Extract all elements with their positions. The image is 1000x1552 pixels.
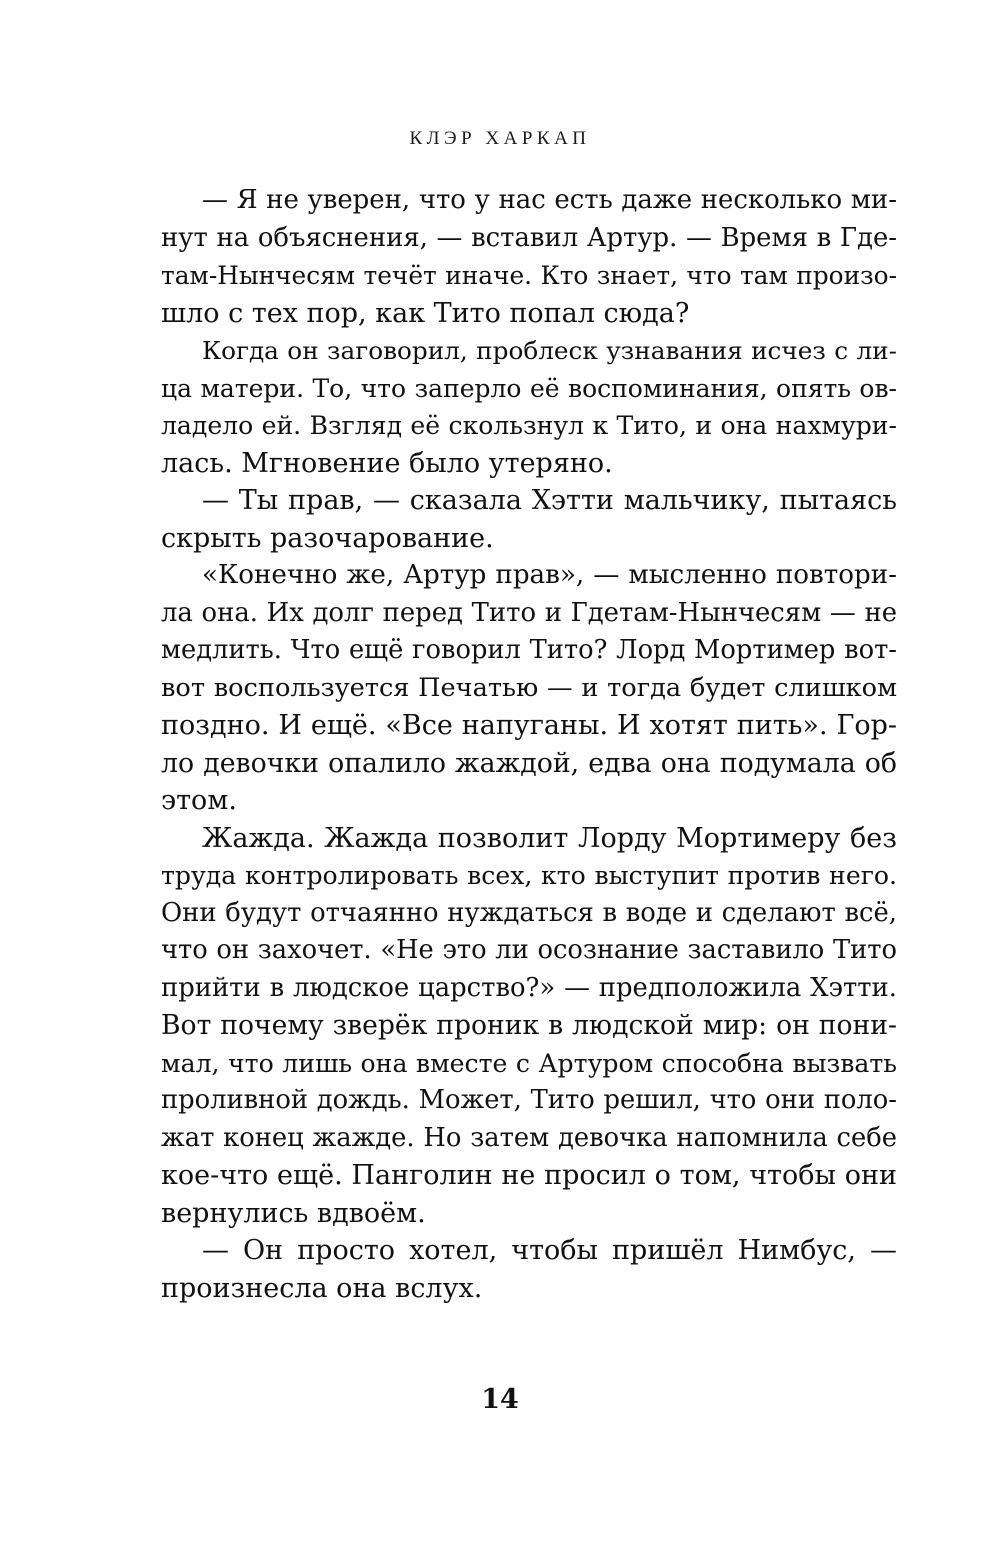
text-line: — Ты прав, — сказала Хэтти мальчику, пытаясь (202, 485, 897, 516)
page-number: 14 (481, 1384, 519, 1415)
text-line: вот воспользуется Печатью — и тогда будет слишком (161, 672, 897, 703)
text-line: вернулись вдвоём. (161, 1197, 426, 1229)
text-line: ла она. Их долг перед Тито и Гдетам-Нынчесям — не (161, 597, 897, 628)
text-line: прийти в людское царство?» — предположила Хэтти. (161, 972, 897, 1003)
text-line: медлить. Что ещё говорил Тито? Лорд Мортимер вот- (161, 635, 897, 665)
text-line: кое-что ещё. Панголин не просил о том, чтобы они (161, 1160, 897, 1191)
text-line: ладело ей. Взгляд её скользнул к Тито, и она нахмури- (161, 411, 897, 440)
text-line: Когда он заговорил, проблеск узнавания исчез с ли- (202, 336, 897, 365)
text-line: — Я не уверен, что у нас есть даже несколько ми- (202, 185, 897, 215)
running-header: КЛЭР ХАРКАП (409, 128, 591, 149)
text-line: ца матери. То, что заперло её воспоминания, опять ов- (161, 373, 897, 403)
text-line: ло девочки опалило жаждой, едва она подумала об (161, 747, 897, 779)
text-line: что он захочет. «Не это ли осознание заставило Тито (161, 935, 897, 965)
text-line: Вот почему зверёк проник в людской мир: он пони- (161, 1010, 897, 1041)
text-line: поздно. И ещё. «Все напуганы. И хотят пить». Гор- (161, 710, 897, 741)
text-line: этом. (161, 785, 237, 816)
text-line: — Он просто хотел, чтобы пришёл Нимбус, — (202, 1235, 897, 1266)
text-line: Они будут отчаянно нуждаться в воде и сделают всё, (161, 897, 897, 928)
text-line: труда контролировать всех, кто выступит против него. (161, 861, 897, 890)
text-line: произнесла она вслух. (161, 1272, 483, 1304)
text-line: нут на объяснения, — вставил Артур. — Время в Где- (161, 222, 897, 253)
text-line: Жажда. Жажда позволит Лорду Мортимеру без (202, 822, 897, 854)
text-line: шло с тех пор, как Тито попал сюда? (161, 297, 690, 329)
text-line: скрыть разочарование. (161, 522, 494, 554)
text-line: «Конечно же, Артур прав», — мысленно повтори- (202, 560, 897, 590)
text-line: мал, что лишь она вместе с Артуром способна вызвать (161, 1048, 897, 1078)
body-text (161, 182, 897, 1307)
text-line: лась. Мгновение было утеряно. (161, 447, 613, 479)
text-line: проливной дождь. Может, Тито решил, что они поло- (161, 1085, 897, 1115)
text-line: там-Нынчесям течёт иначе. Кто знает, что там произо- (161, 261, 897, 290)
text-line: жат конец жажде. Но затем девочка напомнила себе (161, 1122, 897, 1153)
